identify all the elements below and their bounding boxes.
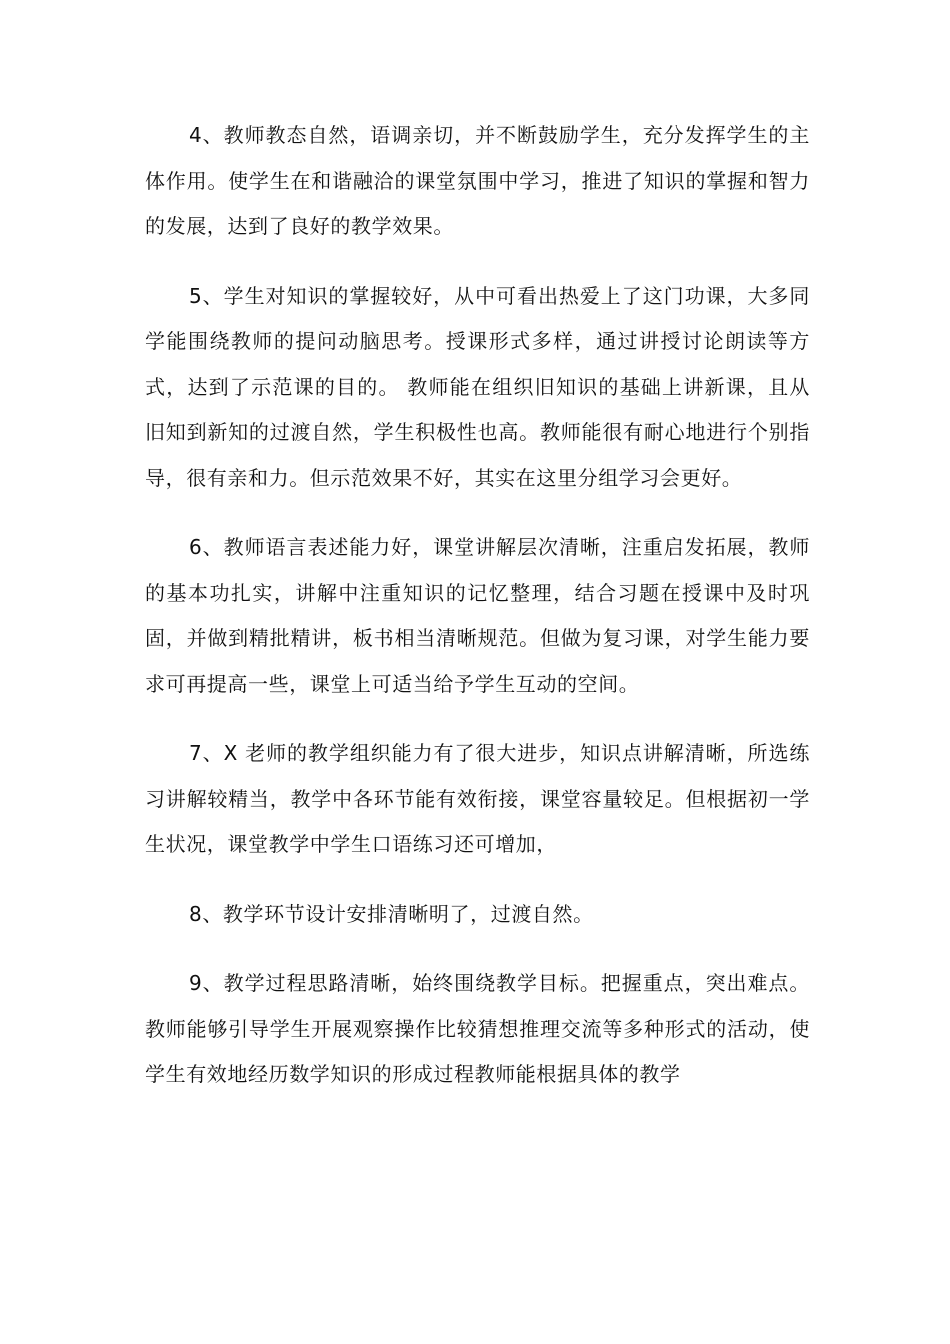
paragraph-6: 6、教师语言表述能力好，课堂讲解层次清晰，注重启发拓展，教师的基本功扎实，讲解中注重知识的记忆整理，结合习题在授课中及时巩固，并做到精批精讲，板书相当清晰规范。但做为复习课，对学生能力要求可再提高一些，课堂上可适当给予学生互动的空间。 xyxy=(145,535,810,696)
paragraph-7: 7、X 老师的教学组织能力有了很大进步，知识点讲解清晰，所选练习讲解较精当，教学中各环节能有效衔接，课堂容量较足。但根据初一学生状况，课堂教学中学生口语练习还可增加， xyxy=(145,741,810,856)
document-body xyxy=(145,113,810,1122)
paragraph-5: 5、学生对知识的掌握较好，从中可看出热爱上了这门功课，大多同学能围绕教师的提问动脑思考。授课形式多样，通过讲授讨论朗读等方式，达到了示范课的目的。 教师能在组织旧知识的基础上讲新课，且从旧知到新知的过渡自然，学生积极性也高。教师能很有耐心地进行个别指导，很有亲和力。但示范效果不好，其实在这里分组学习会更好。 xyxy=(145,283,810,490)
paragraph-9: 9、教学过程思路清晰，始终围绕教学目标。把握重点，突出难点。教师能够引导学生开展观察操作比较猜想推理交流等多种形式的活动，使学生有效地经历数学知识的形成过程教师能根据具体的教学 xyxy=(145,971,810,1086)
paragraph-8: 8、教学环节设计安排清晰明了，过渡自然。 xyxy=(189,901,594,926)
paragraph-4: 4、教师教态自然，语调亲切，并不断鼓励学生，充分发挥学生的主体作用。使学生在和谐融洽的课堂氛围中学习，推进了知识的掌握和智力的发展，达到了良好的教学效果。 xyxy=(145,123,810,238)
